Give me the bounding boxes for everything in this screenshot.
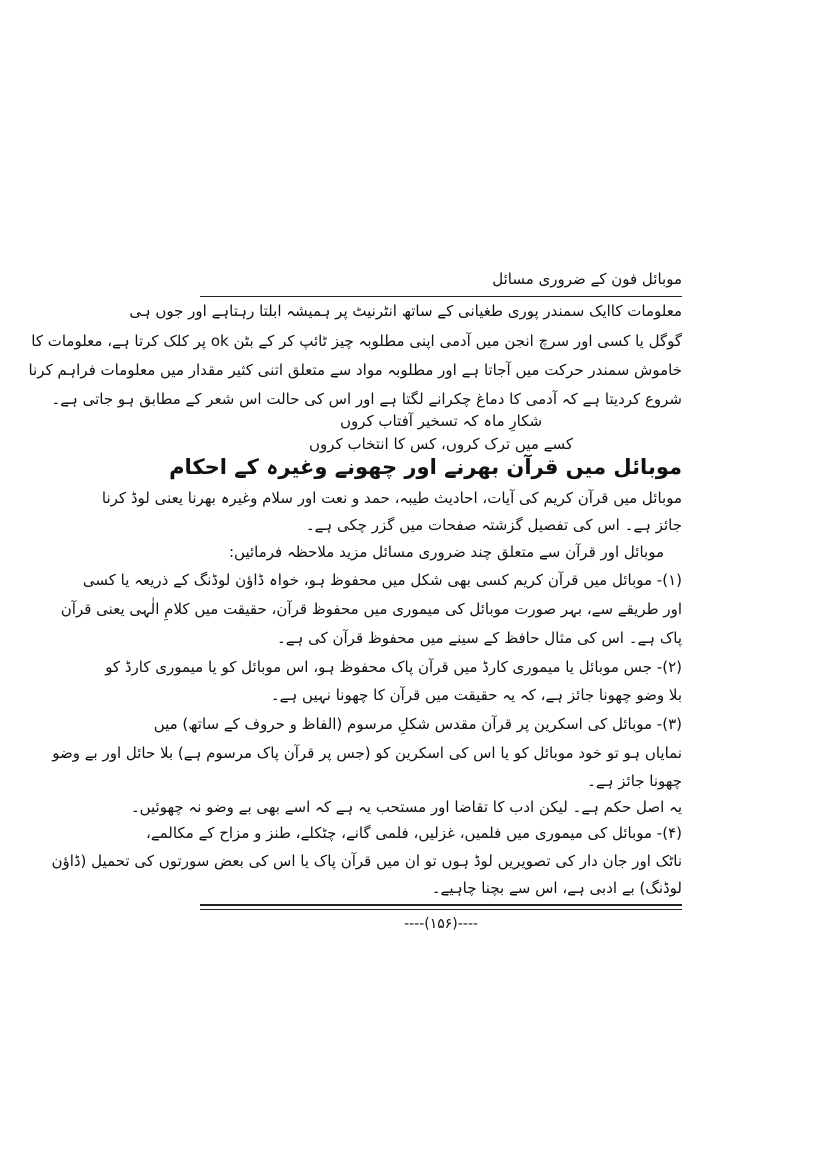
poem-line: شکارِ ماہ کہ تسخیر آفتاب کروں — [339, 412, 543, 430]
intro-line: معلومات کاایک سمندر پوری طغیانی کے ساتھ انٹرنیٹ پر ہمیشہ ابلتا رہتاہے اور جوں ہی — [129, 302, 682, 320]
body-line: یہ اصل حکم ہے۔ لیکن ادب کا تقاضا اور مستحب یہ ہے کہ اسے بھی بے وضو نہ چھوئیں۔ — [130, 798, 682, 816]
body-line: (۳)- موبائل کی اسکرین پر قرآن مقدس شکلِ مرسوم (الفاظ و حروف کے ساتھ) میں — [153, 715, 682, 733]
page-number: ----(۱۵۶)---- — [404, 916, 478, 932]
body-line: پاک ہے۔ اس کی مثال حافظ کے سینے میں محفوظ قرآن کی ہے۔ — [276, 629, 682, 647]
body-line: جائز ہے۔ اس کی تفصیل گزشتہ صفحات میں گزر چکی ہے۔ — [305, 516, 682, 534]
body-line: (۱)- موبائل میں قرآن کریم کسی بھی شکل میں محفوظ ہو، خواہ ڈاؤن لوڈنگ کے ذریعہ یا کسی — [82, 571, 682, 589]
body-line: موبائل میں قرآن کریم کی آیات، احادیث طیبہ، حمد و نعت اور سلام وغیرہ بھرنا یعنی لوڈ کرنا — [101, 489, 682, 507]
body-line: ناٹک اور جان دار کی تصویریں لوڈ ہوں تو ان میں قرآن پاک یا اس کی بعض سورتوں کی تحمیل (ڈاؤن — [51, 852, 682, 870]
body-line: اور طریقے سے، بہر صورت موبائل کی میموری میں محفوظ قرآن، حقیقت میں کلامِ الٰہی یعنی قرآن — [60, 600, 682, 618]
body-line: بلا وضو چھونا جائز ہے، کہ یہ حقیقت میں قرآن کا چھونا نہیں ہے۔ — [270, 686, 682, 704]
section-heading: موبائل میں قرآن بھرنے اور چھونے وغیرہ کے احکام — [169, 455, 682, 479]
header-rule — [200, 296, 682, 297]
poem-line: کسے میں ترک کروں، کس کا انتخاب کروں — [309, 435, 573, 453]
intro-line: شروع کردیتا ہے کہ آدمی کا دماغ چکرانے لگتا ہے اور اس کی حالت اس شعر کے مطابق ہو جاتی ہے۔ — [51, 390, 682, 408]
footer-rule — [200, 904, 682, 906]
body-line: (۲)- جس موبائل یا میموری کارڈ میں قرآن پاک محفوظ ہو، اس موبائل کو یا میموری کارڈ کو — [105, 658, 682, 676]
body-line: چھونا جائز ہے۔ — [587, 772, 682, 790]
body-line: موبائل اور قرآن سے متعلق چند ضروری مسائل مزید ملاحظہ فرمائیں: — [228, 543, 664, 561]
intro-line: خاموش سمندر حرکت میں آجاتا ہے اور مطلوبہ مواد سے متعلق اتنی کثیر مقدار میں معلومات فراہم کرنا — [28, 361, 682, 379]
intro-line: گوگل یا کسی اور سرچ انجن میں آدمی اپنی مطلوبہ چیز ٹائپ کر کے بٹن ok پر کلک کرتا ہے، معلومات کا — [31, 332, 682, 350]
body-line: (۴)- موبائل کی میموری میں فلمیں، غزلیں، فلمی گانے، چٹکلے، طنز و مزاح کے مکالمے، — [145, 824, 682, 842]
body-line: لوڈنگ) بے ادبی ہے، اس سے بچنا چاہیے۔ — [431, 879, 682, 897]
body-line: نمایاں ہو تو خود موبائل کو یا اس کی اسکرین کو (جس پر قرآن پاک مرسوم ہے) بلا حائل اور بے وضو — [52, 744, 682, 762]
footer-rule — [200, 909, 682, 910]
running-head: موبائل فون کے ضروری مسائل — [492, 270, 682, 288]
